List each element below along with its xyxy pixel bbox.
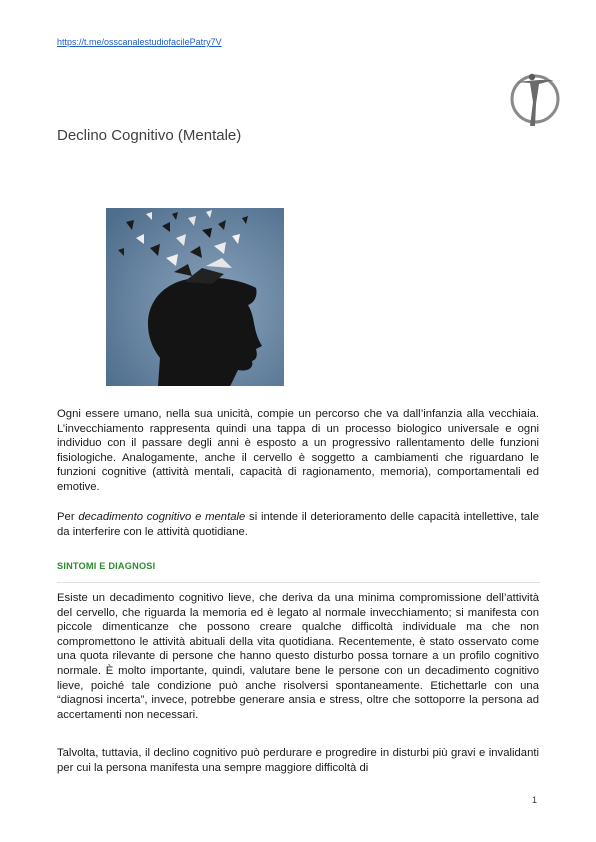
page-title: Declino Cognitivo (Mentale) bbox=[57, 127, 242, 144]
intro-paragraph: Ogni essere umano, nella sua unicità, compie un percorso che va dall’infanzia alla vecchiaia. L’invecchiamento rappresenta quindi una tappa di un processo biologico universale e ogni individuo con il passare degli anni è esposto a un progressivo rallentamento delle funzioni fisiologiche. Analogamente, anche il cervello è soggetto a cambiamenti che riguardano le funzioni cognitive (attività mentali, capacità di ragionamento, memoria), comportamentali ed emotive. bbox=[57, 408, 539, 493]
definition-paragraph bbox=[57, 510, 539, 539]
section-divider bbox=[57, 582, 540, 583]
symptoms-paragraph: Esiste un decadimento cognitivo lieve, che deriva da una minima compromissione dell’attività del cervello, che riguarda la memoria ed è legato al normale invecchiamento; si manifesta con piccole dimenticanze che possono creare qualche difficoltà individuale ma che non compromettono le attività abituali della vita quotidiana. Recentemente, è stato osservato come una quota rilevante di persone che hanno questo disturbo possa tornare a un profilo cognitivo normale. È molto importante, quindi, valutare bene le persone con un decadimento cognitivo lieve, poiché tale condizione può anche risolversi spontaneamente. Etichettarle con una “diagnosi incerta”, invece, potrebbe generare ansia e stress, oltre che sottoporre la persona ad accertamenti non necessari. bbox=[57, 592, 539, 721]
definition-emphasis: decadimento cognitivo e mentale bbox=[78, 511, 246, 523]
page-number: 1 bbox=[532, 795, 538, 805]
definition-prefix: Per bbox=[57, 511, 79, 523]
header-link[interactable]: https://t.me/osscanalestudiofacilePatry7V bbox=[57, 37, 222, 47]
definition-suffix: si intende il deterioramento delle capacità intellettive, tale da interferire con le attività quotidiane. bbox=[57, 511, 540, 538]
section-heading-symptoms: SINTOMI E DIAGNOSI bbox=[57, 561, 156, 571]
progression-paragraph: Talvolta, tuttavia, il declino cognitivo può perdurare e progredire in disturbi più gravi e invalidanti per cui la persona manifesta una sempre maggiore difficoltà di bbox=[57, 747, 539, 774]
head-silhouette-fragments-icon bbox=[106, 208, 284, 386]
human-figure-logo-icon bbox=[508, 68, 562, 130]
